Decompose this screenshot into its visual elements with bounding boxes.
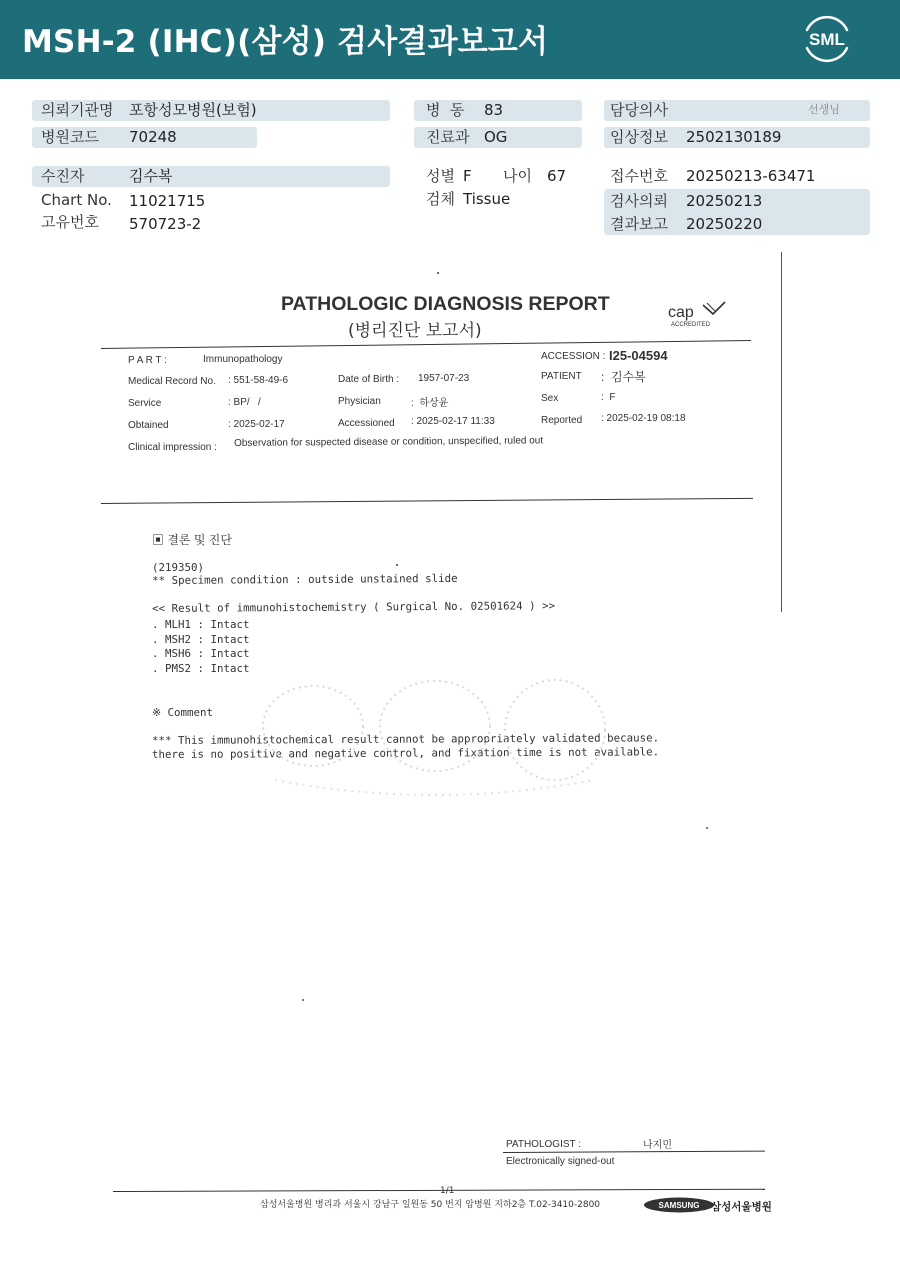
reported-label: Reported <box>541 415 583 426</box>
sex-value-scan: : F <box>601 392 616 403</box>
scan-speck <box>706 827 708 829</box>
svg-text:ACCREDITED: ACCREDITED <box>671 322 711 328</box>
physician-value: : 하상윤 <box>411 398 449 409</box>
footer-address: 삼성서울병원 병리과 서울시 강남구 일원동 50 번지 암병원 지하2층 T.02-3410-2800 <box>260 1200 601 1210</box>
report-date-label: 결과보고 <box>610 215 668 233</box>
unique-id-label: 고유번호 <box>41 213 99 231</box>
patient-value-scan: : 김수복 <box>601 370 646 384</box>
part-label: P A R T : <box>128 355 167 366</box>
body-line-msh6: . MSH6 : Intact <box>152 647 250 660</box>
hospital-code-label: 병원코드 <box>41 128 99 146</box>
dob-value: 1957-07-23 <box>418 373 470 384</box>
scan-speck <box>302 999 304 1001</box>
ward-value: 83 <box>484 101 504 119</box>
section-heading: ▣ 결론 및 진단 <box>152 533 232 547</box>
reported-value: : 2025-02-19 08:18 <box>601 413 686 424</box>
scan-speck <box>396 564 398 566</box>
obtained-label: Obtained <box>128 420 169 431</box>
part-value: Immunopathology <box>203 354 283 365</box>
service-label: Service <box>128 398 162 409</box>
request-date-value: 20250213 <box>686 192 763 210</box>
service-value: : BP/ / <box>228 397 261 408</box>
body-line-code: (219350) <box>152 561 205 574</box>
body-line-specimen: ** Specimen condition : outside unstained slide <box>152 571 458 587</box>
clinical-value: 2502130189 <box>686 128 782 146</box>
ward-label: 병 동 <box>426 101 465 119</box>
patient-label-scan: PATIENT <box>541 371 582 382</box>
body-line-result-header: << Result of immunohistochemistry ( Surgical No. 02501624 ) >> <box>152 599 556 615</box>
dept-value: OG <box>484 128 508 146</box>
receipt-no-value: 20250213-63471 <box>686 167 816 185</box>
body-rule <box>101 498 753 504</box>
footer-rule <box>113 1189 765 1192</box>
cap-accredited-logo-icon <box>665 300 729 330</box>
obtained-value: : 2025-02-17 <box>228 419 285 430</box>
clinical-label: 임상정보 <box>610 128 668 146</box>
hospital-code-value: 70248 <box>129 128 177 146</box>
dob-label: Date of Birth : <box>338 374 400 385</box>
scan-speck <box>437 272 439 274</box>
unique-id-value: 570723-2 <box>129 215 202 233</box>
clinical-impression-value: Observation for suspected disease or condition, unspecified, ruled out <box>234 435 544 449</box>
page-title: MSH-2 (IHC)(삼성) 검사결과보고서 <box>22 24 549 60</box>
report-title: PATHOLOGIC DIAGNOSIS REPORT <box>281 293 610 315</box>
doctor-label: 담당의사 <box>610 101 668 119</box>
accession-value: I25-04594 <box>609 348 668 363</box>
mrn-value: : 551-58-49-6 <box>228 375 289 386</box>
mrn-label: Medical Record No. <box>128 376 216 387</box>
accessioned-label: Accessioned <box>338 418 395 429</box>
hospital-name: 삼성서울병원 <box>711 1201 772 1213</box>
page-number: 1/1 <box>440 1186 455 1196</box>
signed-out-text: Electronically signed-out <box>506 1156 615 1167</box>
specimen-value: Tissue <box>463 190 511 208</box>
patient-label: 수진자 <box>41 167 85 185</box>
doctor-suffix: 선생님 <box>808 103 840 116</box>
report-date-value: 20250220 <box>686 215 763 233</box>
chart-no-label: Chart No. <box>41 191 112 209</box>
institution-value: 포항성모병원(보험) <box>129 101 257 119</box>
accession-label: ACCESSION : <box>541 351 606 362</box>
body-line-comment-heading: ※ Comment <box>152 706 214 719</box>
svg-text:cap: cap <box>668 304 694 321</box>
body-line-pms2: . PMS2 : Intact <box>152 662 250 675</box>
physician-label: Physician <box>338 396 381 407</box>
sex-value: F <box>463 167 472 185</box>
accessioned-value: : 2025-02-17 11:33 <box>411 416 495 427</box>
sex-label-scan: Sex <box>541 393 559 404</box>
scanned-report <box>95 252 790 1227</box>
receipt-no-label: 접수번호 <box>610 167 668 185</box>
dept-label: 진료과 <box>426 128 470 146</box>
body-line-comment-2: there is no positive and negative control, and fixation time is not available. <box>152 745 660 761</box>
institution-label: 의뢰기관명 <box>41 101 114 119</box>
signature-rule <box>503 1151 765 1153</box>
body-line-msh2: . MSH2 : Intact <box>152 633 250 646</box>
report-header-bar <box>0 0 900 79</box>
report-subtitle: (병리진단 보고서) <box>348 321 482 341</box>
request-date-label: 검사의뢰 <box>610 192 668 210</box>
specimen-label: 검체 <box>426 190 455 208</box>
samsung-logo-icon <box>643 1197 715 1213</box>
patient-value: 김수복 <box>129 167 173 185</box>
body-line-comment-1: *** This immunohistochemical result cannot be appropriately validated because. <box>152 731 660 747</box>
age-label: 나이 <box>503 167 532 185</box>
samsung-logo-text: SAMSUNG <box>658 1201 700 1210</box>
patient-row-bg <box>32 166 390 187</box>
chart-no-value: 11021715 <box>129 192 206 210</box>
body-line-mlh1: . MLH1 : Intact <box>152 618 250 631</box>
pathologist-label: PATHOLOGIST : <box>506 1139 582 1150</box>
age-value: 67 <box>547 167 567 185</box>
scan-edge-line <box>781 252 782 612</box>
sml-logo-text: SML <box>809 30 845 49</box>
pathologist-name: 나지민 <box>643 1140 672 1151</box>
sml-logo-icon <box>799 13 855 63</box>
clinical-impression-label: Clinical impression : <box>128 442 217 453</box>
faint-stamp-watermark <box>255 670 615 810</box>
sex-label: 성별 <box>426 167 455 185</box>
